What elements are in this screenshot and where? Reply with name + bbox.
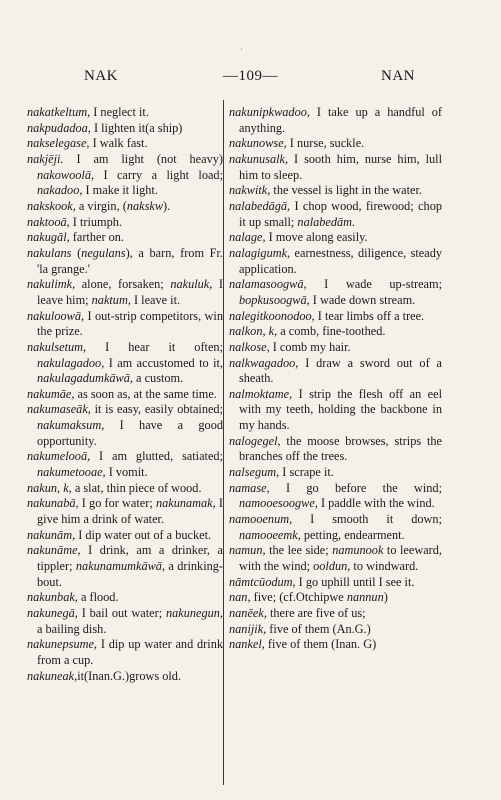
entry-text: to leeward, with the wind; xyxy=(239,543,442,574)
dictionary-entry xyxy=(229,152,442,183)
dictionary-entry xyxy=(27,277,223,308)
mikmaq-term: nalagigumk, xyxy=(229,245,291,260)
mikmaq-term: nakselegase, xyxy=(27,136,90,151)
dictionary-entry xyxy=(27,136,223,152)
header-left-guide-word: NAK xyxy=(84,68,118,84)
entry-text: I walk fast. xyxy=(89,136,148,151)
mikmaq-term: nakunegā, xyxy=(27,606,78,620)
mikmaq-term: nakulimk, xyxy=(27,277,76,292)
entry-text: the lee side; xyxy=(265,543,333,558)
dictionary-entry xyxy=(229,387,442,434)
dictionary-entry xyxy=(27,230,223,246)
mikmaq-term: nakunamak, xyxy=(155,496,216,511)
mikmaq-term: nakuloowā, xyxy=(27,308,85,323)
right-column xyxy=(229,105,442,785)
column-divider xyxy=(223,100,224,785)
left-column xyxy=(27,105,223,785)
mikmaq-term: nakugāl, xyxy=(27,230,70,245)
entry-text: I wade down stream. xyxy=(309,292,416,307)
dictionary-entry xyxy=(27,309,223,340)
mikmaq-term: namase, xyxy=(229,480,270,495)
entry-text: I paddle with the wind. xyxy=(317,496,435,511)
dictionary-entry xyxy=(27,481,223,497)
mikmaq-term: nakunām, xyxy=(27,527,76,542)
entry-text: I give him a drink of water. xyxy=(37,496,223,527)
entry-text: I dip water out of a bucket. xyxy=(75,527,212,542)
dictionary-entry xyxy=(27,590,223,606)
mikmaq-term: nakumaseāk, xyxy=(27,402,91,417)
entry-text: ), a barn, from Fr. 'la grange.' xyxy=(37,245,223,276)
dictionary-entry xyxy=(27,387,223,403)
dictionary-entry xyxy=(27,669,223,685)
mikmaq-term: nalabedāgā, xyxy=(229,198,291,213)
entry-text: to windward. xyxy=(350,559,419,574)
dictionary-entry xyxy=(27,543,223,590)
dictionary-entry xyxy=(27,402,223,449)
mikmaq-term: nakumelooā, xyxy=(27,449,91,464)
dictionary-entry xyxy=(229,481,442,512)
mikmaq-term: namooeemk, xyxy=(239,527,301,542)
mikmaq-term: nalkwagadoo, xyxy=(229,355,299,370)
mikmaq-term: namunook xyxy=(332,543,384,558)
mikmaq-term: nakumāe, xyxy=(27,386,75,401)
entry-text: I nurse, suckle. xyxy=(286,136,365,151)
entry-text: the moose browses, strips the branches off the trees. xyxy=(239,433,442,464)
stray-mark: ' xyxy=(241,47,243,56)
dictionary-entry xyxy=(229,105,442,136)
mikmaq-term: nakunabā, xyxy=(27,496,79,511)
dictionary-entry xyxy=(229,622,442,638)
header-right-guide-word: NAN xyxy=(381,68,415,84)
dictionary-entry xyxy=(27,246,223,277)
dictionary-entry xyxy=(229,340,442,356)
dictionary-entry xyxy=(27,606,223,637)
mikmaq-term: bopkusoogwā, xyxy=(239,292,310,307)
entry-text: I have a good opportunity. xyxy=(37,418,223,448)
entry-text: earnestness, diligence, steady application. xyxy=(239,245,442,276)
entry-text: I vomit. xyxy=(105,465,148,480)
mikmaq-term: naktooā, xyxy=(27,214,70,229)
entry-text: ). xyxy=(163,198,171,213)
dictionary-entry xyxy=(27,215,223,231)
entry-text: I hear it often; xyxy=(86,339,223,354)
entry-text: I am glutted, satiated; xyxy=(90,449,223,464)
entry-text: a comb, fine-toothed. xyxy=(277,324,386,339)
dictionary-entry xyxy=(229,246,442,277)
mikmaq-term: nalkon, xyxy=(229,324,266,339)
dictionary-entry xyxy=(229,465,442,481)
mikmaq-term: nanijik, xyxy=(229,621,267,636)
dictionary-entry xyxy=(27,528,223,544)
mikmaq-term: nalamasoogwā, xyxy=(229,277,307,292)
entry-text: I smooth it down; xyxy=(292,512,442,527)
entry-text: I go before the wind; xyxy=(269,480,442,495)
entry-text: as soon as, at the same time. xyxy=(74,386,217,401)
mikmaq-term: nalkose, xyxy=(229,339,270,354)
entry-text: a bailing dish. xyxy=(37,621,107,636)
entry-text: I neglect it. xyxy=(90,105,149,119)
dictionary-entry xyxy=(229,356,442,387)
mikmaq-term: nakskook, xyxy=(27,198,76,213)
entry-text: ( xyxy=(71,245,82,260)
entry-text: I make it light. xyxy=(82,183,158,198)
entry-text: five; (cf.Otchipwe xyxy=(250,590,347,605)
mikmaq-term: k, xyxy=(268,324,278,339)
dictionary-entry xyxy=(229,637,442,653)
mikmaq-term: nalegitkoonodoo, xyxy=(229,308,315,323)
entry-text: I carry a light load; xyxy=(94,167,223,182)
mikmaq-term: nakunamumkāwā, xyxy=(75,559,166,574)
mikmaq-term: nakuluk, xyxy=(170,277,213,292)
mikmaq-term: nakunipkwadoo, xyxy=(229,105,310,119)
entry-text: I comb my hair. xyxy=(269,339,351,354)
entry-text: the vessel is light in the water. xyxy=(270,183,422,198)
mikmaq-term: nalmoktame, xyxy=(229,386,293,401)
entry-text: farther on. xyxy=(69,230,124,245)
mikmaq-term: nakumetooae, xyxy=(37,465,106,480)
mikmaq-term: nan, xyxy=(229,590,251,605)
dictionary-entry xyxy=(229,434,442,465)
mikmaq-term: nakadoo, xyxy=(37,183,83,198)
entry-text: alone, forsaken; xyxy=(75,277,171,292)
entry-text: it is easy, easily obtained; xyxy=(90,402,223,417)
mikmaq-term: nakulsetum, xyxy=(27,339,87,354)
entry-text: I bail out water; xyxy=(77,606,166,620)
mikmaq-term: nakjēji. xyxy=(27,151,64,166)
mikmaq-term: nakulagadoo, xyxy=(37,355,105,370)
dictionary-entry xyxy=(27,449,223,480)
mikmaq-term: nalabedām. xyxy=(297,214,356,229)
entry-text: petting, endearment. xyxy=(300,527,405,542)
dictionary-entry xyxy=(229,324,442,340)
entry-text: a flood. xyxy=(77,590,119,605)
mikmaq-term: nakunusalk, xyxy=(229,151,289,166)
mikmaq-term: nakatkeltum, xyxy=(27,105,91,119)
entry-text: I scrape it. xyxy=(279,465,334,480)
entry-text: I leave it. xyxy=(130,292,181,307)
entry-text: I leave him; xyxy=(37,277,223,307)
entry-text: a drinking-bout. xyxy=(37,559,223,589)
entry-text: a virgin, ( xyxy=(75,198,127,213)
dictionary-entry xyxy=(27,340,223,387)
mikmaq-term: nankel, xyxy=(229,637,265,652)
mikmaq-term: nakowoolā, xyxy=(37,167,95,182)
dictionary-entry xyxy=(229,575,442,591)
dictionary-entry xyxy=(27,105,223,121)
mikmaq-term: nakpudadoa, xyxy=(27,120,91,135)
mikmaq-term: nalage, xyxy=(229,230,266,245)
entry-text: I draw a sword out of a sheath. xyxy=(239,355,442,386)
entry-text: I lighten it(a ship) xyxy=(90,120,183,135)
dictionary-entry xyxy=(229,606,442,622)
mikmaq-term: nakunāme, xyxy=(27,543,81,558)
entry-text: there are five of us; xyxy=(266,606,366,620)
dictionary-entry xyxy=(229,590,442,606)
entry-text: I move along easily. xyxy=(265,230,368,245)
dictionary-entry xyxy=(229,309,442,325)
mikmaq-term: nakulans xyxy=(27,245,72,260)
dictionary-entry xyxy=(229,183,442,199)
mikmaq-term: nakwitk, xyxy=(229,183,271,198)
entry-text: I take up a handful of anything. xyxy=(239,105,442,135)
dictionary-entry xyxy=(27,637,223,668)
mikmaq-term: negulans xyxy=(81,245,126,260)
entry-text: I chop wood, firewood; chop it up small; xyxy=(239,198,442,229)
mikmaq-term: namooesoogwe, xyxy=(239,496,318,511)
mikmaq-term: nakun, xyxy=(27,480,61,495)
dictionary-entry xyxy=(229,136,442,152)
mikmaq-term: nakuneak, xyxy=(27,668,78,683)
dictionary-entry xyxy=(27,496,223,527)
entry-text: it(Inan.G.)grows old. xyxy=(77,668,182,683)
entry-text: a custom. xyxy=(132,371,184,386)
entry-text: ) xyxy=(383,590,388,605)
mikmaq-term: nakunowse, xyxy=(229,136,287,151)
mikmaq-term: naktum, xyxy=(91,292,131,307)
entry-text: I out-strip competitors, win the prize. xyxy=(37,308,223,339)
mikmaq-term: nāmtcūodum, xyxy=(229,574,296,589)
mikmaq-term: nakskw xyxy=(126,198,164,213)
entry-text: five of them (An.G.) xyxy=(266,621,371,636)
mikmaq-term: nakunegun, xyxy=(165,606,223,620)
entry-text: five of them (Inan. G) xyxy=(264,637,377,652)
entry-text: I go for water; xyxy=(78,496,156,511)
mikmaq-term: nanēek, xyxy=(229,606,267,620)
dictionary-entry xyxy=(229,199,442,230)
entry-text: I go uphill until I see it. xyxy=(295,574,415,589)
mikmaq-term: k, xyxy=(63,480,72,495)
mikmaq-term: nalogegel, xyxy=(229,433,281,448)
mikmaq-term: nannun xyxy=(346,590,384,605)
dictionary-entry xyxy=(229,230,442,246)
mikmaq-term: nakumaksum, xyxy=(37,418,105,433)
running-header xyxy=(0,68,501,88)
mikmaq-term: nakulagadumkāwā, xyxy=(37,371,133,386)
page-number: —109— xyxy=(223,68,278,84)
dictionary-entry xyxy=(27,152,223,199)
entry-text: I strip the flesh off an eel with my teeth, holding the backbone in my hands. xyxy=(239,386,442,433)
entry-text: a slat, thin piece of wood. xyxy=(71,480,202,495)
mikmaq-term: nakunepsume, xyxy=(27,637,98,652)
entry-text: I tear limbs off a tree. xyxy=(314,308,425,323)
entry-text: I sooth him, nurse him, lull him to sleep. xyxy=(239,151,442,182)
dictionary-entry xyxy=(27,121,223,137)
entry-text: I am light (not heavy) xyxy=(63,151,223,166)
mikmaq-term: namun, xyxy=(229,543,266,558)
entry-text: I triumph. xyxy=(69,214,122,229)
dictionary-entry xyxy=(27,199,223,215)
entry-text: I wade up-stream; xyxy=(306,277,442,292)
entry-text: I dip up water and drink from a cup. xyxy=(37,637,223,667)
mikmaq-term: ooldun, xyxy=(313,559,351,574)
dictionary-entry xyxy=(229,543,442,574)
mikmaq-term: nalsegum, xyxy=(229,465,280,480)
mikmaq-term: namooenum, xyxy=(229,512,293,527)
dictionary-entry xyxy=(229,277,442,308)
entry-text: I am accustomed to it, xyxy=(104,355,223,370)
dictionary-entry xyxy=(229,512,442,543)
mikmaq-term: nakunbak, xyxy=(27,590,78,605)
entry-text: I drink, am a drinker, a tippler; xyxy=(37,543,223,574)
